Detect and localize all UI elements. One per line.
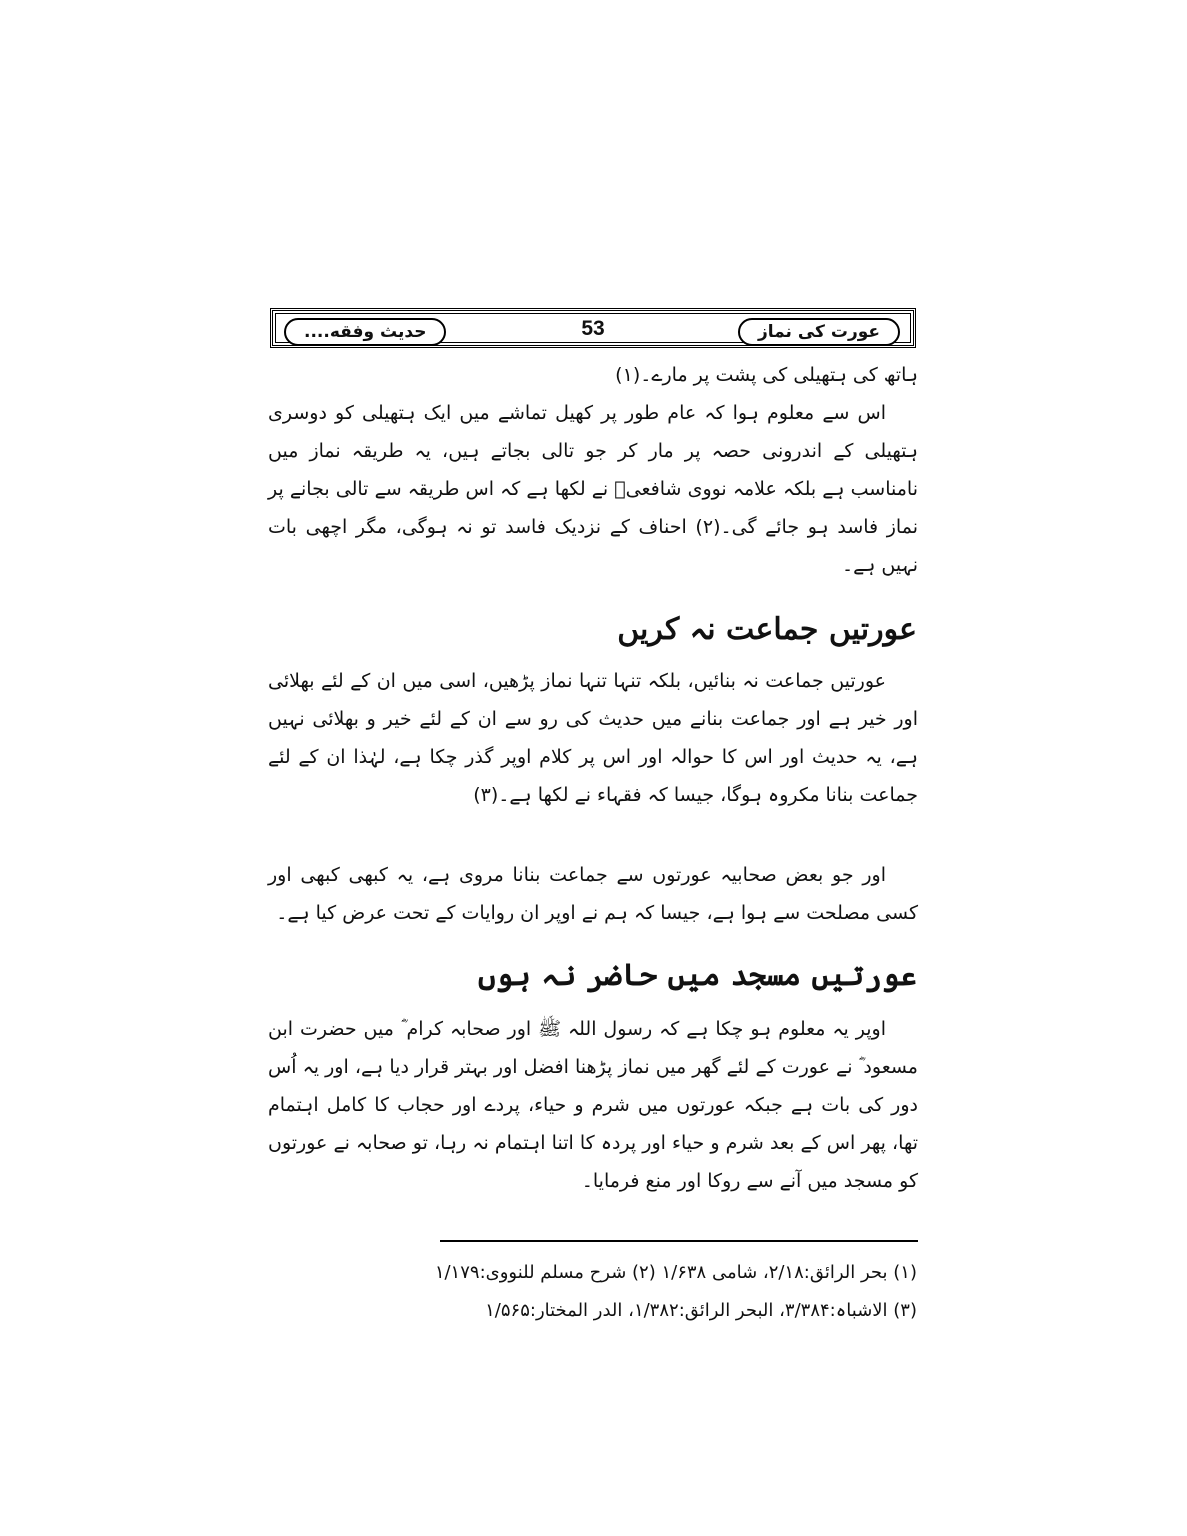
book-title: عورت کی نماز [738,318,900,346]
heading-no-congregation: عورتیں جماعت نہ کریں [617,612,917,647]
page-number: 53 [581,317,605,340]
footnote-2: (۳) الاشباہ:۳/۳۸۴، البحر الرائق:۱/۳۸۲، الدر المختار:۱/۵۶۵ [485,1300,917,1321]
footnote-divider [440,1240,918,1242]
paragraph-congregation: عورتیں جماعت نہ بنائیں، بلکہ تنہا تنہا نماز پڑھیں، اسی میں ان کے لئے بھلائی اور خیر ہے اور جماعت بنانے میں حدیث کی رو سے ان کے لئے خیر و بھلائی نہیں ہے، یہ حدیث اور اس کا حوالہ اور اس پر کلام اوپر گذر چکا ہے، لہٰذا ان کے لئے جماعت بنانا مکروہ ہوگا، جیسا کہ فقہاء نے لکھا ہے۔(۳) [268,670,918,806]
paragraph-continuation: ہاتھ کی ہتھیلی کی پشت پر مارے۔(۱) [615,364,918,386]
heading-no-mosque: عورتیں مسجد میں حاضر نہ ہوں [478,958,917,993]
paragraph-mosque: اوپر یہ معلوم ہو چکا ہے کہ رسول اللہ ﷺ اور صحابہ کرام ؓ میں حضرت ابن مسعود ؓ نے عورت کے لئے گھر میں نماز پڑھنا افضل اور بہتر قرار دیا ہے، اور یہ اُس دور کی بات ہے جبکہ عورتوں میں شرم و حیاء، پردے اور حجاب کا کامل اہتمام تھا، پھر اس کے بعد شرم و حیاء اور پردہ کا اتنا اہتمام نہ رہا، تو صحابہ نے عورتوں کو مسجد میں آنے سے روکا اور منع فرمایا۔ [268,1018,918,1192]
paragraph-companions: اور جو بعض صحابیہ عورتوں سے جماعت بنانا مروی ہے، یہ کبھی کبھی اور کسی مصلحت سے ہوا ہے، جیسا کہ ہم نے اوپر ان روایات کے تحت عرض کیا ہے۔ [268,864,918,924]
footnote-1: (۱) بحر الرائق:۲/۱۸، شامی ۱/۶۳۸ (۲) شرح مسلم للنووی:۱/۱۷۹ [434,1262,917,1283]
page-header-inner [275,313,911,343]
section-title: حدیث وفقه.... [284,318,446,346]
paragraph-clapping: اس سے معلوم ہوا کہ عام طور پر کھیل تماشے میں ایک ہتھیلی کو دوسری ہتھیلی کے اندرونی حصہ پر مار کر جو تالی بجاتے ہیں، یہ طریقہ نماز میں نامناسب ہے بلکہ علامہ نووی شافعیؒ نے لکھا ہے کہ اس طریقہ سے تالی بجانے پر نماز فاسد ہو جائے گی۔(۲) احناف کے نزدیک فاسد تو نہ ہوگی، مگر اچھی بات نہیں ہے۔ [268,402,918,576]
page-header [270,308,916,348]
